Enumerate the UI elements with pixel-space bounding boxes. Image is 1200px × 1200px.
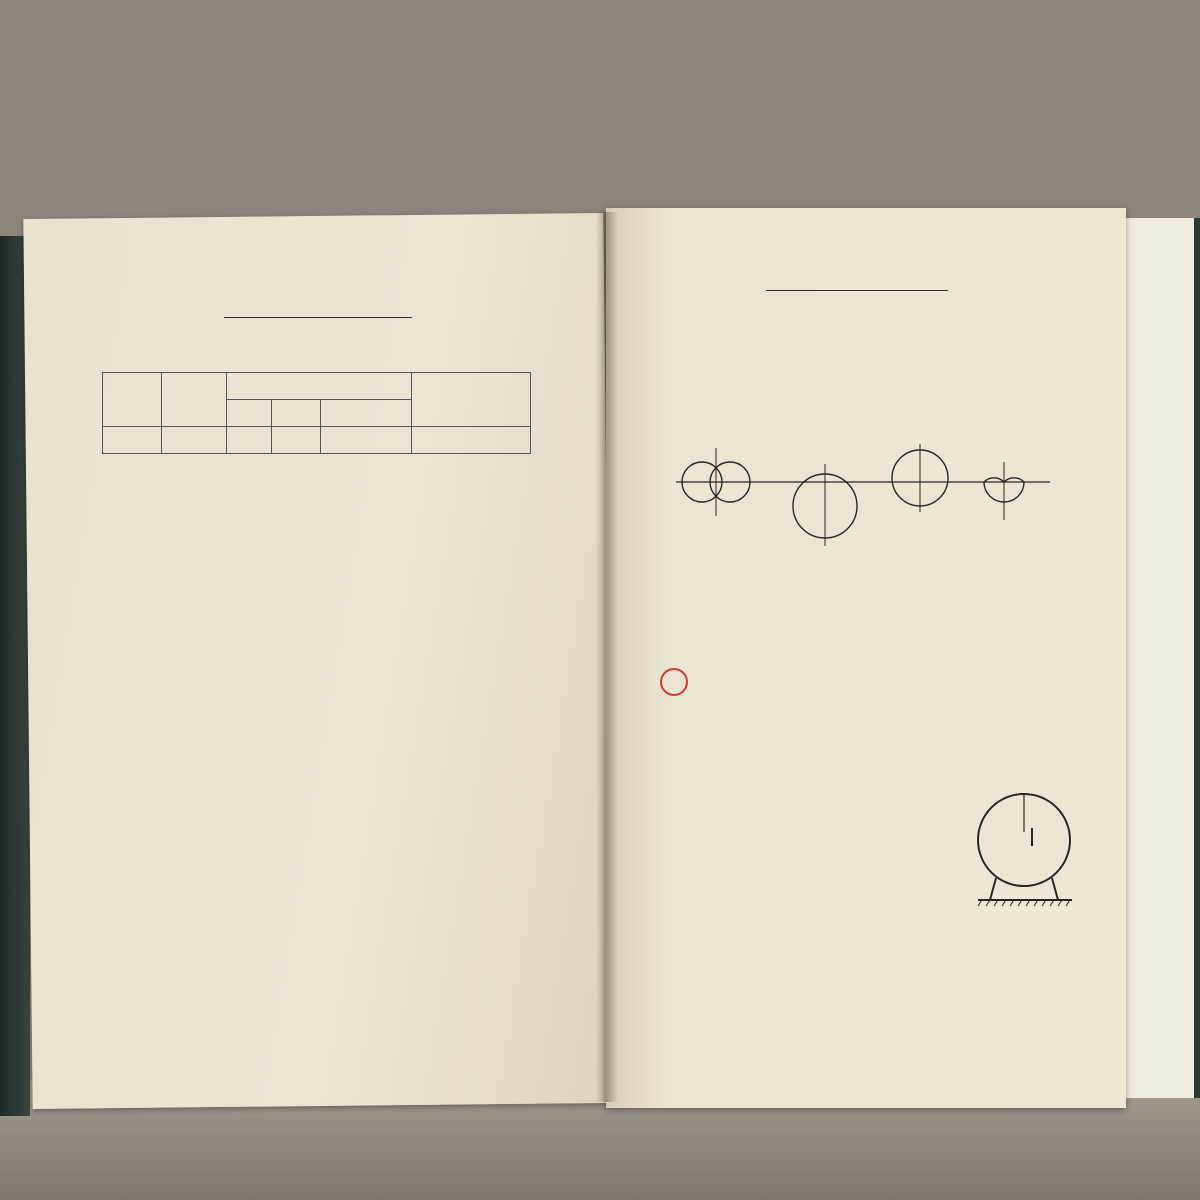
fig25-curves: [672, 442, 1062, 552]
formula-1: [227, 400, 272, 427]
table-row: [103, 427, 531, 454]
right-page: [606, 208, 1126, 1108]
running-head-rule-right: [766, 290, 948, 291]
book-gutter: [596, 212, 618, 1102]
rousseau-diagram: [122, 628, 472, 948]
section-number-circle: [660, 668, 688, 696]
col-photometer: [227, 373, 412, 400]
formula-2: [272, 400, 321, 427]
running-head-rule: [224, 317, 412, 318]
record-table: [102, 372, 531, 454]
fig26-ulbricht-sphere: [976, 788, 1086, 908]
formula-3: [321, 400, 412, 427]
